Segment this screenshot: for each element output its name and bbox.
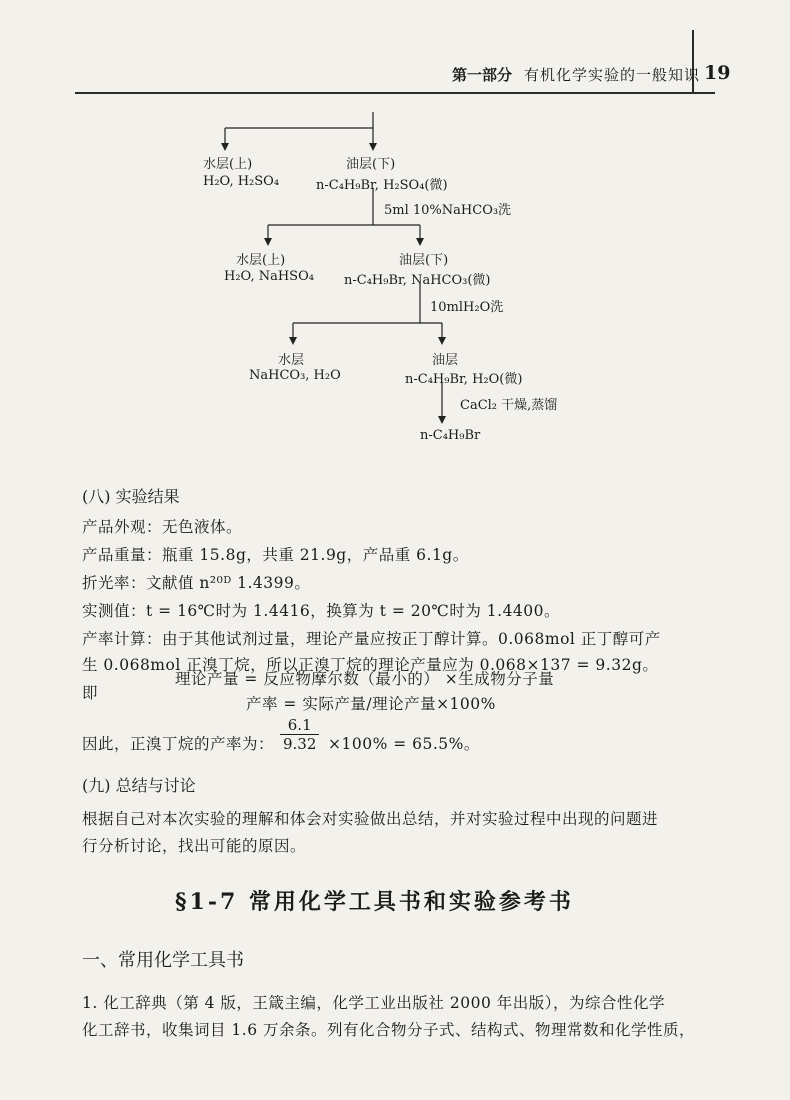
separation-flow-diagram [0,0,790,460]
conclusion-suffix: ×100% = 65.5%。 [328,735,480,753]
results-weight: 产品重量：瓶重 15.8g，共重 21.9g，产品重 6.1g。 [82,546,469,564]
results-refractive-index: 折光率：文献值 n²⁰ᴰ 1.4399。 [82,574,311,592]
formula-yield-rate: 产率 = 实际产量/理论产量×100% [246,695,496,713]
results-heading: (八) 实验结果 [82,487,180,506]
flow-n1-aqueous-label: 水层(上) [203,157,253,172]
fraction-denominator: 9.32 [283,735,317,753]
flow-n3-aqueous-label: 水层 [278,353,305,368]
header-title: 有机化学实验的一般知识 [524,66,701,84]
conclusion-prefix: 因此，正溴丁烷的产率为： [82,735,275,753]
flow-step-3: CaCl₂ 干燥,蒸馏 [460,398,558,413]
flow-n1-organic-components: n-C₄H₉Br, H₂SO₄(微) [316,178,448,193]
header-part: 第一部分 [452,66,513,84]
flow-n2-organic-components: n-C₄H₉Br, NaHCO₃(微) [344,273,491,288]
results-yield-line2: 生 0.068mol 正溴丁烷，所以正溴丁烷的理论产量应为 0.068×137 = 9.32g。 [82,656,659,674]
flow-n3-organic-label: 油层 [432,353,459,368]
reference-item1-line1: 1. 化工辞典（第 4 版，王箴主编，化学工业出版社 2000 年出版），为综合性化学 [82,994,665,1012]
flow-n2-aqueous-label: 水层(上) [236,253,286,268]
fraction-numerator: 6.1 [280,716,319,735]
summary-line2: 行分析讨论，找出可能的原因。 [82,837,307,855]
flow-n2-organic-label: 油层(下) [399,253,449,268]
flow-step-2: 10mlH₂O洗 [430,300,504,315]
section-title: §1-7 常用化学工具书和实验参考书 [175,889,574,915]
section-subtitle: 一、常用化学工具书 [82,950,244,971]
results-ji: 即 [82,684,99,702]
flow-n1-organic-label: 油层(下) [346,157,396,172]
flow-final-product: n-C₄H₉Br [420,428,481,443]
flow-n2-aqueous-components: H₂O, NaHSO₄ [224,269,314,284]
flow-n1-aqueous-components: H₂O, H₂SO₄ [203,174,280,189]
yield-fraction [280,716,319,753]
summary-heading: (九) 总结与讨论 [82,776,196,795]
flow-n3-organic-components: n-C₄H₉Br, H₂O(微) [405,372,523,387]
results-appearance: 产品外观：无色液体。 [82,518,243,536]
flow-step-1: 5ml 10%NaHCO₃洗 [384,203,512,218]
summary-line1: 根据自己对本次实验的理解和体会对实验做出总结，并对实验过程中出现的问题进 [82,810,659,828]
reference-item1-line2: 化工辞书，收集词目 1.6 万余条。列有化合物分子式、结构式、物理常数和化学性质， [82,1021,696,1039]
results-measured: 实测值：t = 16℃时为 1.4416，换算为 t = 20℃时为 1.4400。 [82,602,561,620]
formula-theoretical-yield: 理论产量 = 反应物摩尔数（最小的） ×生成物分子量 [175,670,555,688]
page-number: 19 [704,62,731,84]
results-yield-line1: 产率计算：由于其他试剂过量，理论产量应按正丁醇计算。0.068mol 正丁醇可产 [82,630,661,648]
flow-n3-aqueous-components: NaHCO₃, H₂O [249,368,341,383]
